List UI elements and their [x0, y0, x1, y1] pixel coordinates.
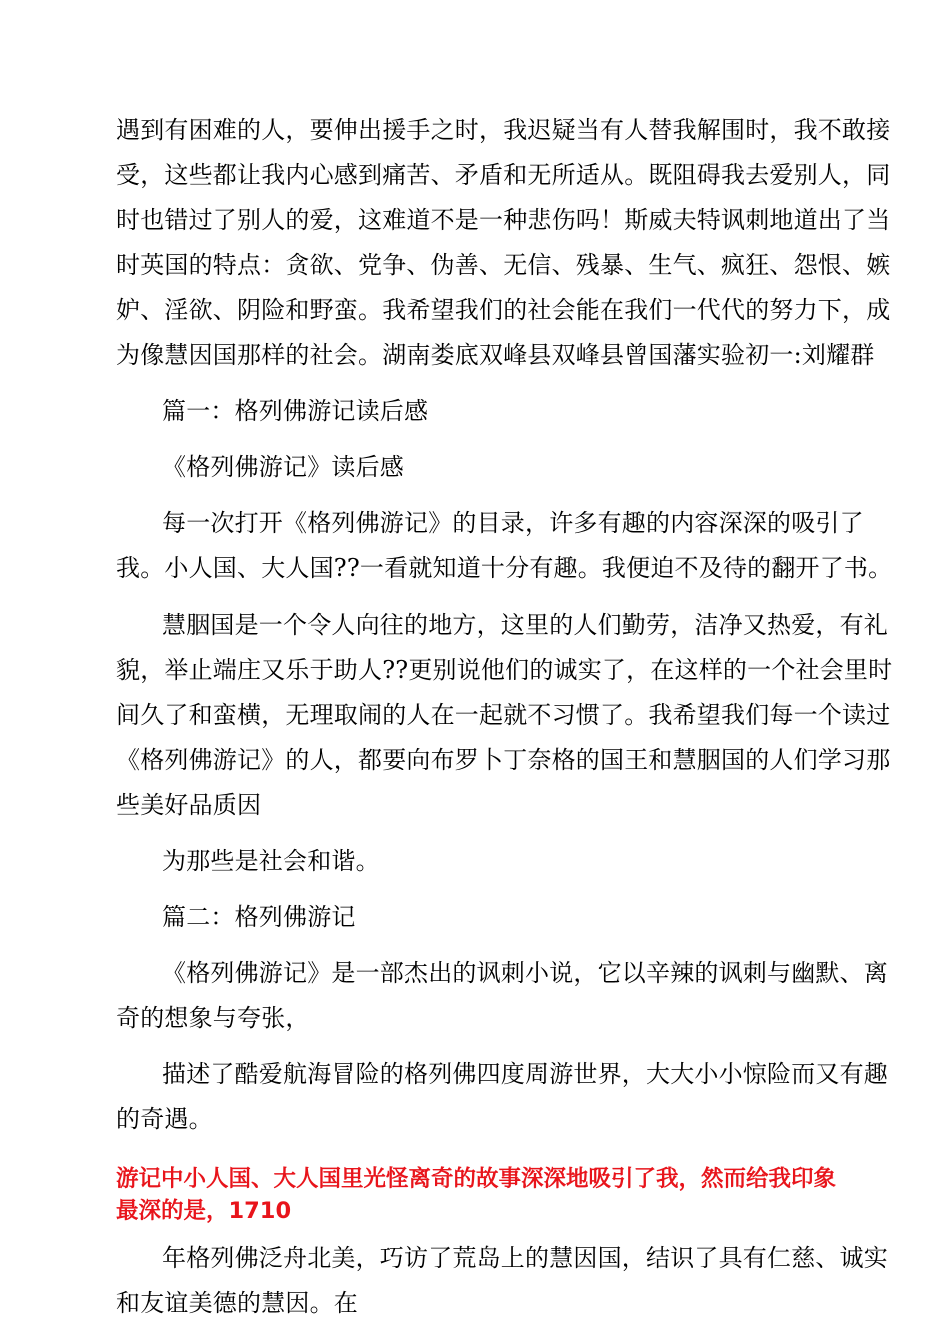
section-heading: 篇二：格列佛游记	[162, 903, 356, 931]
paragraph-line: 时也错过了别人的爱，这难道不是一种悲伤吗！斯威夫特讽刺地道出了当	[116, 206, 891, 234]
paragraph-line: 些美好品质因	[116, 791, 262, 819]
paragraph-line: 《格列佛游记》的人，都要向布罗卜丁奈格的国王和慧胭国的人们学习那	[116, 746, 891, 774]
paragraph-line: 《格列佛游记》是一部杰出的讽刺小说，它以辛辣的讽刺与幽默、离	[162, 959, 888, 987]
section-heading: 篇一：格列佛游记读后感	[162, 397, 429, 425]
paragraph-line: 奇的想象与夸张，	[116, 1004, 310, 1032]
paragraph-line: 每一次打开《格列佛游记》的目录，许多有趣的内容深深的吸引了	[162, 509, 864, 537]
paragraph-line: 描述了酷爱航海冒险的格列佛四度周游世界，大大小小惊险而又有趣	[162, 1060, 888, 1088]
highlight-line: 游记中小人国、大人国里光怪离奇的故事深深地吸引了我，然而给我印象	[116, 1166, 837, 1192]
paragraph-line: 间久了和蛮横，无理取闹的人在一起就不习惯了。我希望我们每一个读过	[116, 701, 891, 729]
paragraph-line: 慧胭国是一个令人向往的地方，这里的人们勤劳，洁净又热爱，有礼	[162, 611, 888, 639]
paragraph-line: 我。小人国、大人国??一看就知道十分有趣。我便迫不及待的翻开了书。	[116, 554, 893, 582]
paragraph-line: 遇到有困难的人，要伸出援手之时，我迟疑当有人替我解围时，我不敢接	[116, 116, 891, 144]
paragraph-line: 妒、淫欲、阴险和野蛮。我希望我们的社会能在我们一代代的努力下，成	[116, 296, 891, 324]
paragraph-line: 受，这些都让我内心感到痛苦、矛盾和无所适从。既阻碍我去爱别人，同	[116, 161, 891, 189]
paragraph-line: 貌，举止端庄又乐于助人??更别说他们的诚实了，在这样的一个社会里时	[116, 656, 893, 684]
paragraph-line: 年格列佛泛舟北美，巧访了荒岛上的慧因国，结识了具有仁慈、诚实	[162, 1244, 888, 1272]
highlight-line: 最深的是，1710	[116, 1198, 292, 1224]
paragraph-line: 为那些是社会和谐。	[162, 847, 380, 875]
section-subtitle: 《格列佛游记》读后感	[162, 453, 404, 481]
paragraph-line: 和友谊美德的慧因。在	[116, 1289, 358, 1317]
paragraph-line: 为像慧因国那样的社会。湖南娄底双峰县双峰县曾国藩实验初一:刘耀群	[116, 341, 875, 369]
paragraph-line: 时英国的特点：贪欲、党争、伪善、无信、残暴、生气、疯狂、怨恨、嫉	[116, 251, 891, 279]
paragraph-line: 的奇遇。	[116, 1105, 213, 1133]
